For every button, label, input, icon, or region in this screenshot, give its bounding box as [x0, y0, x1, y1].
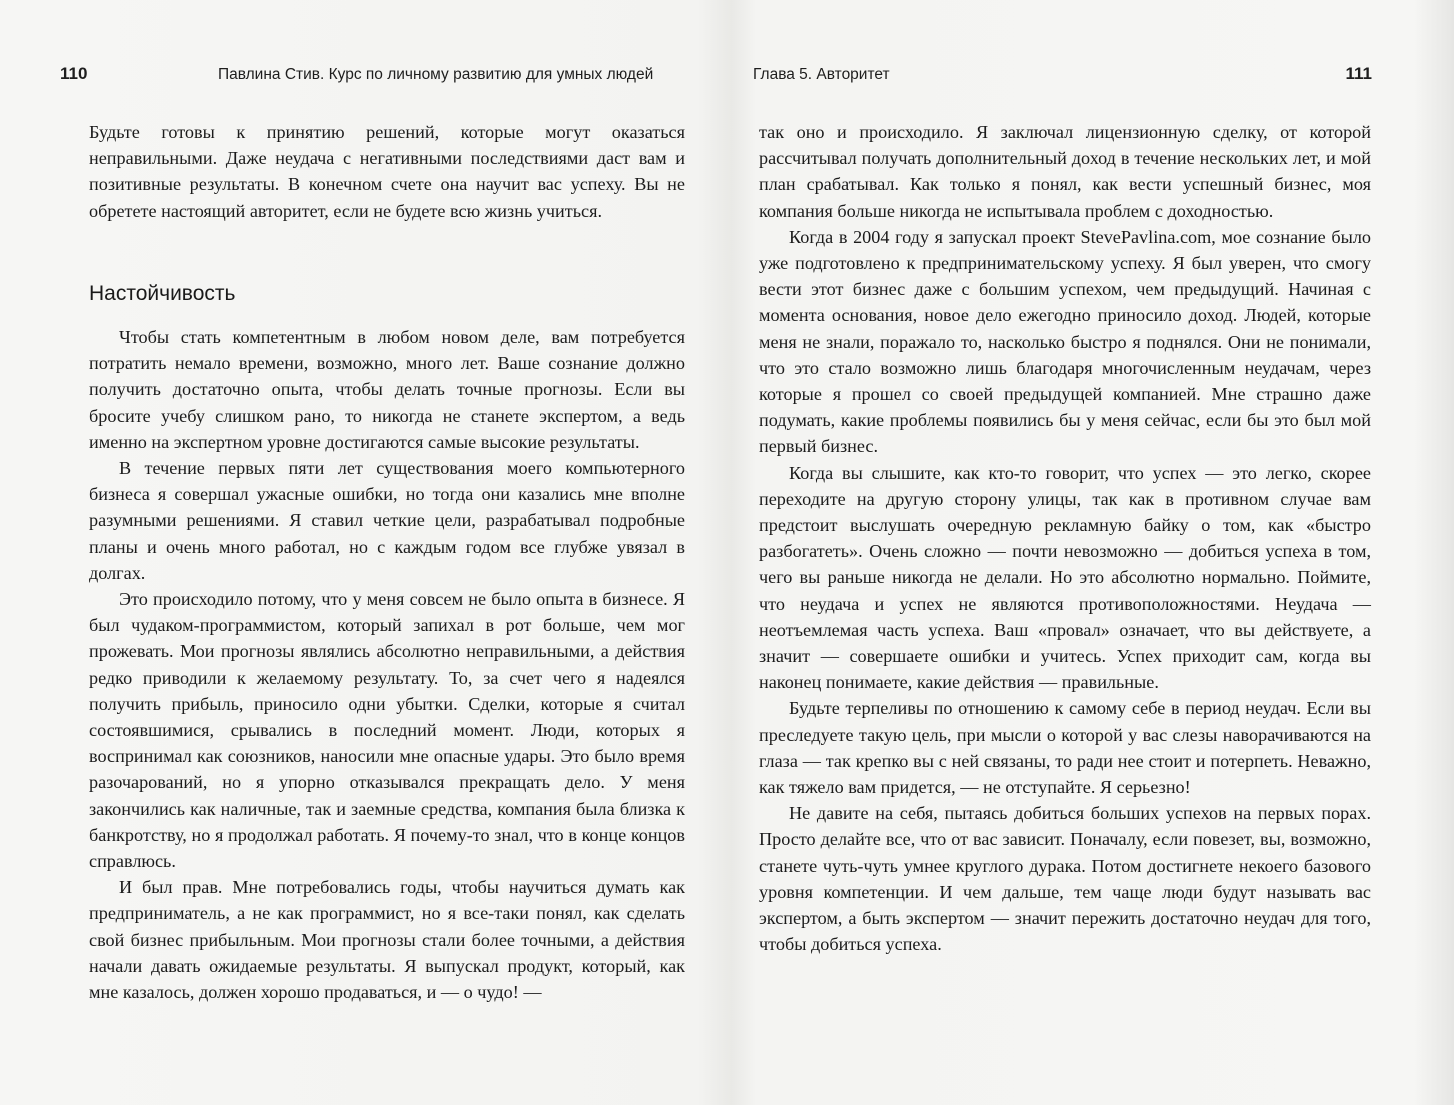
section-heading: Настойчивость — [89, 282, 236, 305]
paragraph: Будьте готовы к принятию решений, которые могут оказаться неправильными. Даже неудача с негативными последствиями даст вам и позитивные результаты. В конечном счете она научит вас успеху. Вы не обретете настоящий авторитет, если не будете всю жизнь учиться. — [89, 122, 685, 221]
intro-text — [89, 119, 685, 224]
paragraph: Будьте терпеливы по отношению к самому себе в период неудач. Если вы преследуете такую цель, при мысли о которой у вас слезы наворачиваются на глаза — так крепко вы с ней связаны, то ради нее стоит и потерпеть. Неважно, как тяжело вам придется, — не отступайте. Я серьезно! — [759, 698, 1371, 798]
paragraph: Когда в 2004 году я запускал проект StevePavlina.com, мое сознание было уже подготовлено к предпринимательскому успеху. Я был уверен, что смогу вести этот бизнес даже с большим успехом, чем предыдущий. Начиная с момента основания, новое дело ежегодно приносило доход. Людей, которые меня не знали, поражало то, насколько быстро я поднялся. Они не понимали, что это стало возможно лишь благодаря многочисленным неудачам, через которые я прошел со своей предыдущей компанией. Мне страшно даже подумать, какие проблемы появились бы у меня сейчас, если бы это был мой первый бизнес. — [759, 226, 1371, 457]
page-number: 111 — [1345, 64, 1372, 83]
paragraph: И был прав. Мне потребовались годы, чтобы научиться думать как предприниматель, а не как программист, но я все-таки понял, как сделать свой бизнес прибыльным. Мои прогнозы стали более точными, а действия начали давать ожидаемые результаты. Я выпускал продукт, который, как мне казалось, должен хорошо продаваться, и — о чудо! — — [89, 877, 685, 1003]
page-edge-shadow — [1414, 0, 1454, 1105]
paragraph: Не давите на себя, пытаясь добиться больших успехов на первых порах. Просто делайте все, что от вас зависит. Поначалу, если повезет, вы, возможно, станете чуть-чуть умнее круглого дурака. Потом достигнете некоего базового уровня компетенции. И чем дальше, тем чаще люди будут называть вас экспертом, а быть экспертом — значит пережить достаточно неудач для того, чтобы добиться успеха. — [759, 803, 1371, 955]
right-page — [727, 0, 1454, 1105]
body-text — [89, 324, 685, 1005]
paragraph: Когда вы слышите, как кто-то говорит, что успех — это легко, скорее переходите на другую сторону улицы, так как в противном случае вам предстоит выслушать очередную рекламную байку о том, как «быстро разбогатеть». Очень сложно — почти невозможно — добиться успеха в том, чего вы раньше никогда не делали. Но это абсолютно нормально. Поймите, что неудача и успех не являются противоположностями. Неудача — неотъемлемая часть успеха. Ваш «провал» означает, что вы действуете, а значит — совершаете ошибки и учитесь. Успех приходит сам, когда вы наконец понимаете, какие действия — правильные. — [759, 462, 1371, 693]
body-text — [759, 119, 1371, 958]
paragraph: В течение первых пяти лет существования моего компьютерного бизнеса я совершал ужасные ошибки, но тогда они казались мне вполне разумными решениями. Я ставил четкие цели, разрабатывал подробные планы и очень много работал, но с каждым годом все глубже увязал в долгах. — [89, 458, 685, 583]
paragraph: Чтобы стать компетентным в любом новом деле, вам потребуется потратить немало времени, возможно, много лет. Ваше сознание должно получить достаточно опыта, чтобы делать точные прогнозы. Если вы бросите учебу слишком рано, то никогда не станете экспертом, а ведь именно на экспертном уровне достигаются самые высокие результаты. — [89, 327, 685, 452]
running-head-chapter-title: Глава 5. Авторитет — [753, 66, 890, 83]
paragraph: так оно и происходило. Я заключал лицензионную сделку, от которой рассчитывал получать дополнительный доход в течение нескольких лет, и мой план срабатывал. Как только я понял, как вести успешный бизнес, моя компания больше никогда не испытывала проблем с доходностью. — [759, 122, 1371, 221]
page-number: 110 — [60, 64, 88, 83]
running-head-book-title: Павлина Стив. Курс по личному развитию для умных людей — [218, 66, 654, 83]
paragraph: Это происходило потому, что у меня совсем не было опыта в бизнесе. Я был чудаком-программистом, который запихал в рот больше, чем мог прожевать. Мои прогнозы являлись абсолютно неправильными, а действия редко приводили к желаемому результату. То, за счет чего я надеялся получить прибыль, приносило одни убытки. Сделки, которые я считал состоявшимися, срывались в последний момент. Люди, которых я воспринимал как союзников, наносили мне опасные удары. Это было время разочарований, но я упорно отказывался прекращать дело. У меня закончились как наличные, так и заемные средства, компания была близка к банкротству, но я продолжал работать. Я почему-то знал, что в конце концов справлюсь. — [89, 589, 685, 872]
